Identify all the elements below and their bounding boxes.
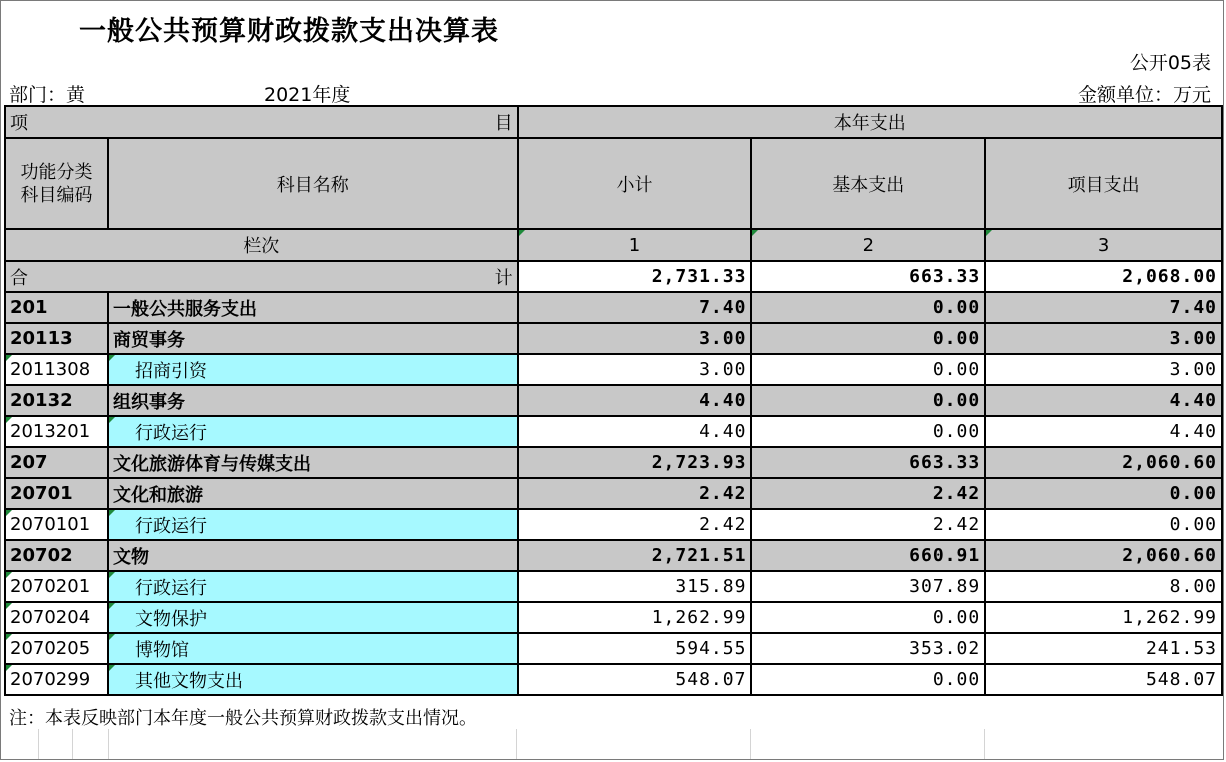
- row-basic[interactable]: 2.42: [751, 478, 985, 509]
- row-subtotal[interactable]: 2.42: [518, 509, 752, 540]
- row-subtotal[interactable]: 3.00: [518, 323, 752, 354]
- table-row: [5, 540, 1222, 571]
- row-code[interactable]: 2070204: [5, 602, 108, 633]
- table-row: [5, 602, 1222, 633]
- row-subtotal[interactable]: 3.00: [518, 354, 752, 385]
- row-name[interactable]: 行政运行: [108, 509, 518, 540]
- row-project[interactable]: 0.00: [985, 478, 1222, 509]
- row-basic[interactable]: 0.00: [751, 323, 985, 354]
- row-code[interactable]: 2070205: [5, 633, 108, 664]
- row-code[interactable]: 2011308: [5, 354, 108, 385]
- table-row: [5, 447, 1222, 478]
- row-name[interactable]: 行政运行: [108, 571, 518, 602]
- row-project[interactable]: 2,060.60: [985, 540, 1222, 571]
- row-project[interactable]: 4.40: [985, 385, 1222, 416]
- total-project[interactable]: 2,068.00: [985, 261, 1222, 292]
- table-row: [5, 633, 1222, 664]
- table-note: 注：本表反映部门本年度一般公共预算财政拨款支出情况。: [9, 708, 477, 729]
- row-basic[interactable]: 0.00: [751, 602, 985, 633]
- row-code[interactable]: 2070201: [5, 571, 108, 602]
- header-subtotal[interactable]: 小计: [518, 138, 752, 229]
- col-num-3[interactable]: 3: [985, 229, 1222, 261]
- row-subtotal[interactable]: 2,723.93: [518, 447, 752, 478]
- row-code[interactable]: 2070299: [5, 664, 108, 695]
- header-lanci[interactable]: 栏次: [5, 229, 518, 261]
- row-subtotal[interactable]: 4.40: [518, 385, 752, 416]
- row-subtotal[interactable]: 2.42: [518, 478, 752, 509]
- row-basic[interactable]: 2.42: [751, 509, 985, 540]
- row-project[interactable]: 7.40: [985, 292, 1222, 323]
- col-num-2[interactable]: 2: [751, 229, 985, 261]
- row-code[interactable]: 2070101: [5, 509, 108, 540]
- header-xiang: 项: [10, 113, 28, 134]
- row-name[interactable]: 博物馆: [108, 633, 518, 664]
- fiscal-year: 2021年度: [264, 84, 351, 106]
- table-row: [5, 571, 1222, 602]
- row-code[interactable]: 207: [5, 447, 108, 478]
- row-project[interactable]: 3.00: [985, 354, 1222, 385]
- table-row: [5, 509, 1222, 540]
- report-title: 一般公共预算财政拨款支出决算表: [79, 16, 499, 47]
- row-subtotal[interactable]: 2,721.51: [518, 540, 752, 571]
- department-label: 部门：黄: [9, 84, 86, 106]
- row-name[interactable]: 招商引资: [108, 354, 518, 385]
- row-subtotal[interactable]: 548.07: [518, 664, 752, 695]
- row-code[interactable]: 20702: [5, 540, 108, 571]
- header-func-code[interactable]: 功能分类 科目编码: [5, 138, 108, 229]
- total-he: 合: [10, 267, 28, 289]
- row-name[interactable]: 一般公共服务支出: [108, 292, 518, 323]
- row-code[interactable]: 201: [5, 292, 108, 323]
- row-name[interactable]: 文物: [108, 540, 518, 571]
- row-subtotal[interactable]: 7.40: [518, 292, 752, 323]
- header-mu: 目: [494, 113, 513, 134]
- col-num-1[interactable]: 1: [518, 229, 752, 261]
- row-code[interactable]: 2013201: [5, 416, 108, 447]
- row-basic[interactable]: 0.00: [751, 664, 985, 695]
- table-row: [5, 478, 1222, 509]
- row-name[interactable]: 其他文物支出: [108, 664, 518, 695]
- row-project[interactable]: 2,060.60: [985, 447, 1222, 478]
- empty-grid-area: [4, 729, 1222, 759]
- row-name[interactable]: 组织事务: [108, 385, 518, 416]
- row-project[interactable]: 1,262.99: [985, 602, 1222, 633]
- row-basic[interactable]: 0.00: [751, 354, 985, 385]
- table-row: [5, 664, 1222, 695]
- header-subject-name[interactable]: 科目名称: [108, 138, 518, 229]
- row-basic[interactable]: 353.02: [751, 633, 985, 664]
- header-xiang-mu[interactable]: [5, 106, 518, 138]
- table-row: [5, 292, 1222, 323]
- row-code[interactable]: 20701: [5, 478, 108, 509]
- row-subtotal[interactable]: 315.89: [518, 571, 752, 602]
- table-row: [5, 354, 1222, 385]
- row-project[interactable]: 241.53: [985, 633, 1222, 664]
- row-name[interactable]: 文化旅游体育与传媒支出: [108, 447, 518, 478]
- row-basic[interactable]: 307.89: [751, 571, 985, 602]
- header-basic-expense[interactable]: 基本支出: [751, 138, 985, 229]
- row-basic[interactable]: 660.91: [751, 540, 985, 571]
- row-name[interactable]: 文物保护: [108, 602, 518, 633]
- total-ji: 计: [494, 267, 513, 289]
- row-basic[interactable]: 0.00: [751, 292, 985, 323]
- total-subtotal[interactable]: 2,731.33: [518, 261, 752, 292]
- row-project[interactable]: 3.00: [985, 323, 1222, 354]
- header-project-expense[interactable]: 项目支出: [985, 138, 1222, 229]
- expenditure-table: [4, 105, 1223, 696]
- row-project[interactable]: 0.00: [985, 509, 1222, 540]
- row-name[interactable]: 文化和旅游: [108, 478, 518, 509]
- header-this-year[interactable]: 本年支出: [518, 106, 1222, 138]
- row-project[interactable]: 8.00: [985, 571, 1222, 602]
- row-name[interactable]: 商贸事务: [108, 323, 518, 354]
- form-number: 公开05表: [1129, 52, 1211, 74]
- row-project[interactable]: 4.40: [985, 416, 1222, 447]
- row-subtotal[interactable]: 4.40: [518, 416, 752, 447]
- total-basic[interactable]: 663.33: [751, 261, 985, 292]
- row-subtotal[interactable]: 594.55: [518, 633, 752, 664]
- total-label[interactable]: [5, 261, 518, 292]
- amount-unit: 金额单位：万元: [1077, 84, 1211, 106]
- row-name[interactable]: 行政运行: [108, 416, 518, 447]
- table-row: [5, 385, 1222, 416]
- table-row: [5, 416, 1222, 447]
- row-code[interactable]: 20132: [5, 385, 108, 416]
- row-subtotal[interactable]: 1,262.99: [518, 602, 752, 633]
- row-basic[interactable]: 663.33: [751, 447, 985, 478]
- row-basic[interactable]: 0.00: [751, 416, 985, 447]
- row-basic[interactable]: 0.00: [751, 385, 985, 416]
- row-code[interactable]: 20113: [5, 323, 108, 354]
- row-project[interactable]: 548.07: [985, 664, 1222, 695]
- table-row: [5, 323, 1222, 354]
